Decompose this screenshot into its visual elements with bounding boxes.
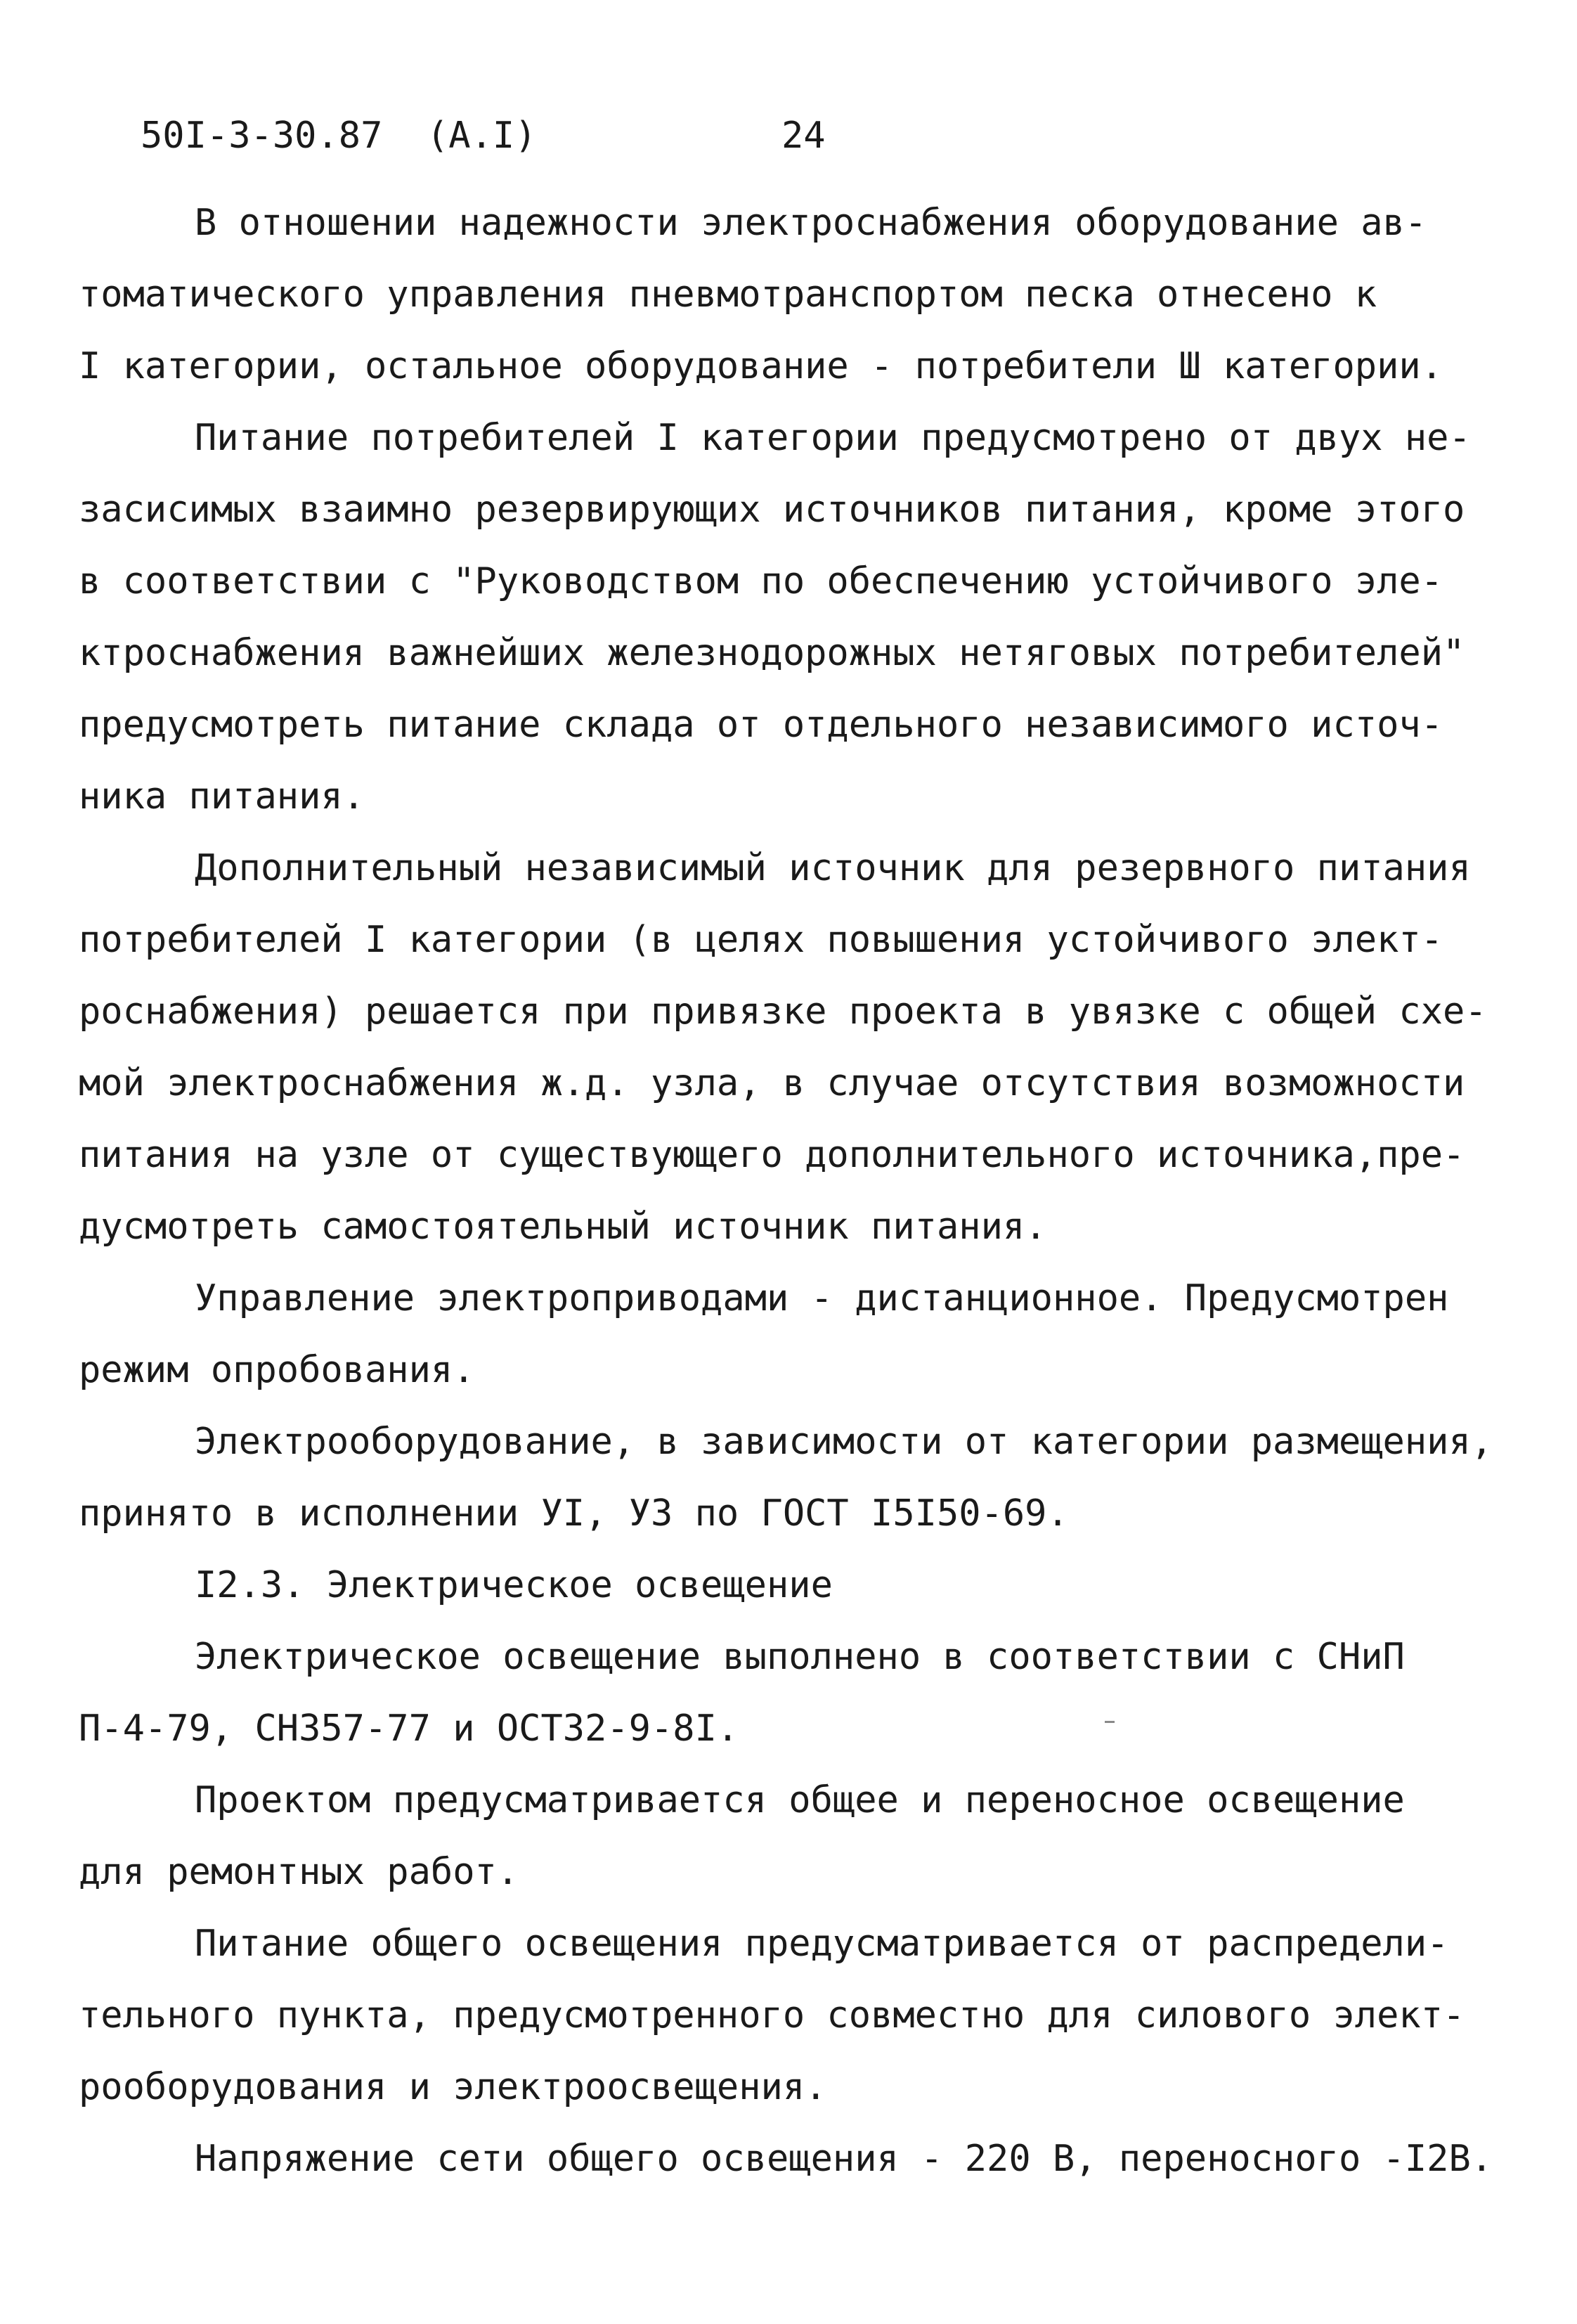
page-number: 24: [781, 115, 826, 157]
text-line: дусмотреть самостоятельный источник питания.: [79, 1206, 1047, 1248]
text-line: режим опробования.: [79, 1349, 475, 1391]
text-line: Электрическое освещение выполнено в соответствии с СНиП: [195, 1636, 1405, 1678]
text-line: П-4-79, СН357-77 и ОСТ32-9-8I.: [79, 1708, 739, 1750]
text-line: Дополнительный независимый источник для резервного питания: [195, 847, 1471, 889]
text-line: рооборудования и электроосвещения.: [79, 2066, 827, 2108]
text-line: ктроснабжения важнейших железнодорожных нетяговых потребителей": [79, 632, 1465, 674]
text-line: роснабжения) решается при привязке проекта в увязке с общей схе-: [79, 990, 1487, 1033]
text-line: Проектом предусматривается общее и переносное освещение: [195, 1779, 1405, 1821]
text-line: В отношении надежности электроснабжения оборудование ав-: [195, 202, 1427, 244]
text-line: томатического управления пневмотранспортом песка отнесено к: [79, 273, 1377, 316]
text-line: ника питания.: [79, 775, 365, 818]
text-line: Напряжение сети общего освещения - 220 В, переносного -I2В.: [195, 2138, 1493, 2180]
scan-artifact-mark: [1105, 1721, 1115, 1723]
text-line: Питание потребителей I категории предусмотрено от двух не-: [195, 417, 1471, 459]
text-line: Управление электроприводами - дистанционное. Предусмотрен: [195, 1277, 1449, 1319]
text-line: потребителей I категории (в целях повышения устойчивого элект-: [79, 919, 1443, 961]
text-line: для ремонтных работ.: [79, 1851, 519, 1893]
section-heading: I2.3. Электрическое освещение: [195, 1564, 833, 1606]
text-line: I категории, остальное оборудование - потребители Ш категории.: [79, 345, 1443, 387]
text-line: в соответствии с "Руководством по обеспечению устойчивого эле-: [79, 560, 1443, 602]
text-line: мой электроснабжения ж.д. узла, в случае отсутствия возможности: [79, 1062, 1465, 1104]
text-line: засисимых взаимно резервирующих источников питания, кроме этого: [79, 489, 1465, 531]
document-code: 50I-3-30.87 (A.I): [141, 115, 537, 157]
text-line: Электрооборудование, в зависимости от категории размещения,: [195, 1421, 1493, 1463]
text-line: тельного пункта, предусмотренного совместно для силового элект-: [79, 1994, 1465, 2036]
text-line: предусмотреть питание склада от отдельного независимого источ-: [79, 704, 1443, 746]
text-line: принято в исполнении УI, У3 по ГОСТ I5I50-69.: [79, 1492, 1069, 1535]
text-line: питания на узле от существующего дополнительного источника,пре-: [79, 1134, 1465, 1176]
document-body: [79, 187, 1519, 2195]
text-line: Питание общего освещения предусматривается от распредели-: [195, 1923, 1449, 1965]
